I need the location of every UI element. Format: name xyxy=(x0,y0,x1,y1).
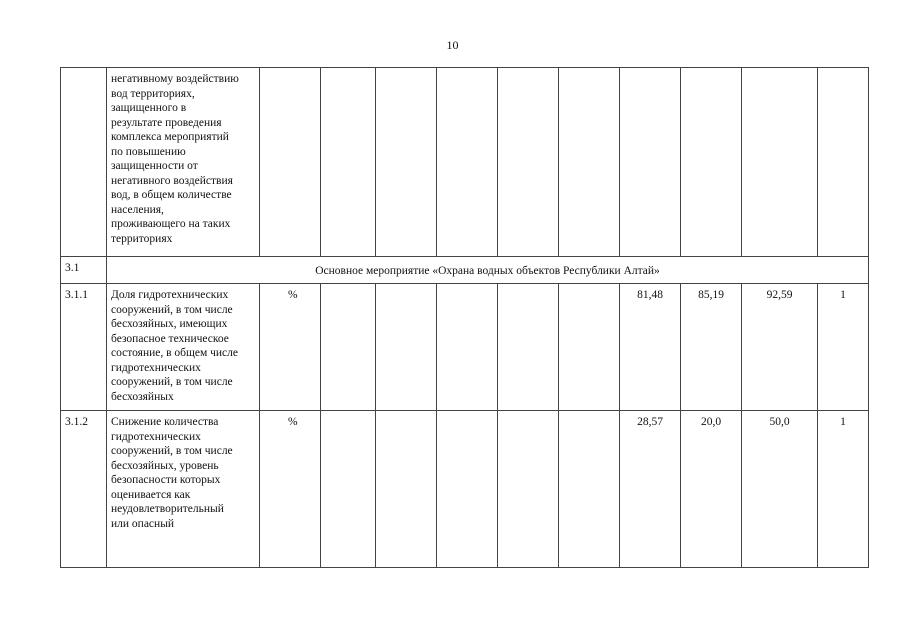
value-cell xyxy=(620,68,681,257)
value-cell xyxy=(742,68,818,257)
value-cell xyxy=(559,411,620,568)
row-number-cell: 3.1.2 xyxy=(61,411,107,568)
indicator-name-cell: Доля гидротехнических сооружений, в том числе бесхозяйных, имеющих безопасное техническое состояние, в общем числе гидротехнических сооружений, в том числе бесхозяйных xyxy=(107,284,260,411)
value-cell: 1 xyxy=(818,284,869,411)
value-cell xyxy=(321,411,376,568)
value-cell xyxy=(437,284,498,411)
value-cell: 85,19 xyxy=(681,284,742,411)
value-cell xyxy=(376,68,437,257)
value-cell xyxy=(376,284,437,411)
value-cell xyxy=(321,68,376,257)
section-row xyxy=(61,257,869,284)
value-cell xyxy=(559,68,620,257)
value-cell xyxy=(437,68,498,257)
value-cell xyxy=(498,68,559,257)
table-row xyxy=(61,411,869,568)
unit-cell: % xyxy=(260,284,321,411)
indicators-table xyxy=(60,67,869,568)
value-cell xyxy=(681,68,742,257)
table-row xyxy=(61,284,869,411)
value-cell: 50,0 xyxy=(742,411,818,568)
indicator-name-cell: негативному воздействию вод территориях, защищенного в результате проведения комплекса мероприятий по повышению защищенности от негативного воздействия вод, в общем количестве населения, проживающего на таких территориях xyxy=(107,68,260,257)
value-cell xyxy=(498,284,559,411)
value-cell: 28,57 xyxy=(620,411,681,568)
value-cell: 20,0 xyxy=(681,411,742,568)
value-cell: 92,59 xyxy=(742,284,818,411)
section-number-cell: 3.1 xyxy=(61,257,107,284)
value-cell: 81,48 xyxy=(620,284,681,411)
value-cell: 1 xyxy=(818,411,869,568)
unit-cell xyxy=(260,68,321,257)
page-number: 10 xyxy=(446,38,459,52)
indicator-name-cell: Снижение количества гидротехнических сооружений, в том числе бесхозяйных, уровень безопасности которых оценивается как неудовлетворительный или опасный xyxy=(107,411,260,568)
value-cell xyxy=(818,68,869,257)
unit-cell: % xyxy=(260,411,321,568)
value-cell xyxy=(559,284,620,411)
row-number-cell: 3.1.1 xyxy=(61,284,107,411)
section-title: Основное мероприятие «Охрана водных объектов Республики Алтай» xyxy=(107,257,869,284)
value-cell xyxy=(498,411,559,568)
value-cell xyxy=(376,411,437,568)
table-row xyxy=(61,68,869,257)
row-number-cell xyxy=(61,68,107,257)
value-cell xyxy=(437,411,498,568)
value-cell xyxy=(321,284,376,411)
